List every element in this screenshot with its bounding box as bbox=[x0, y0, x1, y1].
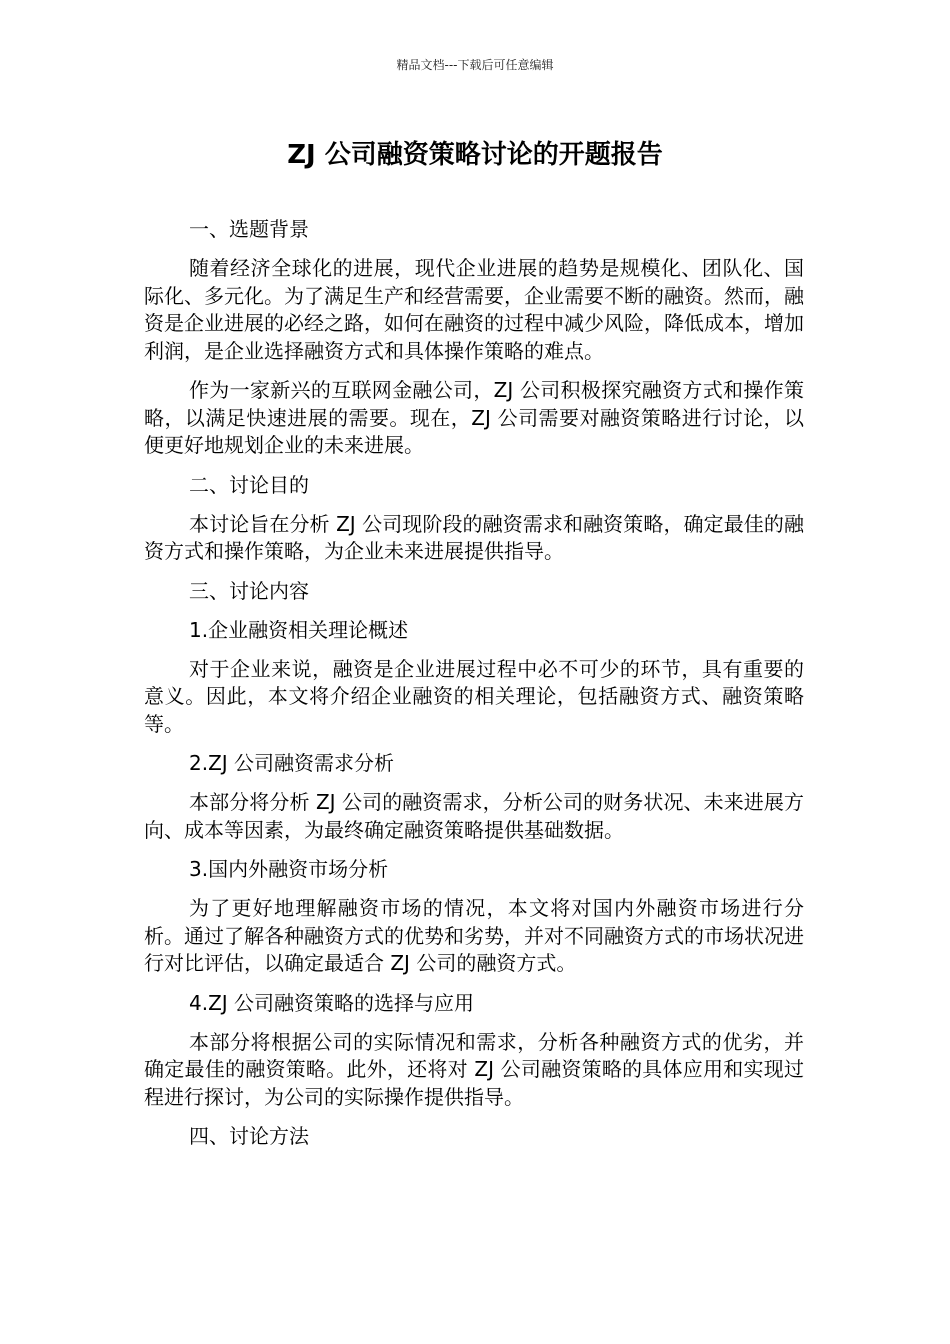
paragraph-theory-overview: 对于企业来说，融资是企业进展过程中必不可少的环节，具有重要的意义。因此，本文将介绍企业融资的相关理论，包括融资方式、融资策略等。 bbox=[144, 656, 804, 736]
subheading-demand-analysis: 2.ZJ 公司融资需求分析 bbox=[189, 751, 395, 775]
subheading-market-analysis: 3.国内外融资市场分析 bbox=[189, 857, 389, 881]
paragraph-market-analysis: 为了更好地理解融资市场的情况，本文将对国内外融资市场进行分析。通过了解各种融资方式的优势和劣势，并对不同融资方式的市场状况进行对比评估，以确定最适合 ZJ 公司的融资方式。 bbox=[144, 896, 804, 975]
section-heading-background: 一、选题背景 bbox=[189, 217, 309, 241]
paragraph-purpose: 本讨论旨在分析 ZJ 公司现阶段的融资需求和融资策略，确定最佳的融资方式和操作策略，为企业未来进展提供指导。 bbox=[144, 511, 804, 563]
section-heading-purpose: 二、讨论目的 bbox=[189, 472, 309, 497]
page-header: 精品文档---下载后可任意编辑 bbox=[396, 58, 554, 72]
paragraph-background-2: 作为一家新兴的互联网金融公司，ZJ 公司积极探究融资方式和操作策略，以满足快速进展的需要。现在，ZJ 公司需要对融资策略进行讨论，以便更好地规划企业的未来进展。 bbox=[144, 378, 804, 457]
subheading-theory-overview: 1.企业融资相关理论概述 bbox=[189, 617, 409, 642]
paragraph-strategy-selection: 本部分将根据公司的实际情况和需求，分析各种融资方式的优劣，并确定最佳的融资策略。此外，还将对 ZJ 公司融资策略的具体应用和实现过程进行探讨，为公司的实际操作提供指导。 bbox=[144, 1029, 804, 1109]
section-heading-content: 三、讨论内容 bbox=[189, 578, 309, 603]
paragraph-background-1: 随着经济全球化的进展，现代企业进展的趋势是规模化、团队化、国际化、多元化。为了满足生产和经营需要，企业需要不断的融资。然而，融资是企业进展的必经之路，如何在融资的过程中减少风险，降低成本，增加利润，是企业选择融资方式和具体操作策略的难点。 bbox=[144, 256, 804, 363]
document-title: ZJ 公司融资策略讨论的开题报告 bbox=[287, 140, 663, 170]
paragraph-demand-analysis: 本部分将分析 ZJ 公司的融资需求，分析公司的财务状况、未来进展方向、成本等因素，为最终确定融资策略提供基础数据。 bbox=[144, 790, 804, 842]
document-body bbox=[144, 216, 804, 1162]
section-heading-methods: 四、讨论方法 bbox=[189, 1124, 309, 1148]
subheading-strategy-selection: 4.ZJ 公司融资策略的选择与应用 bbox=[189, 990, 475, 1015]
